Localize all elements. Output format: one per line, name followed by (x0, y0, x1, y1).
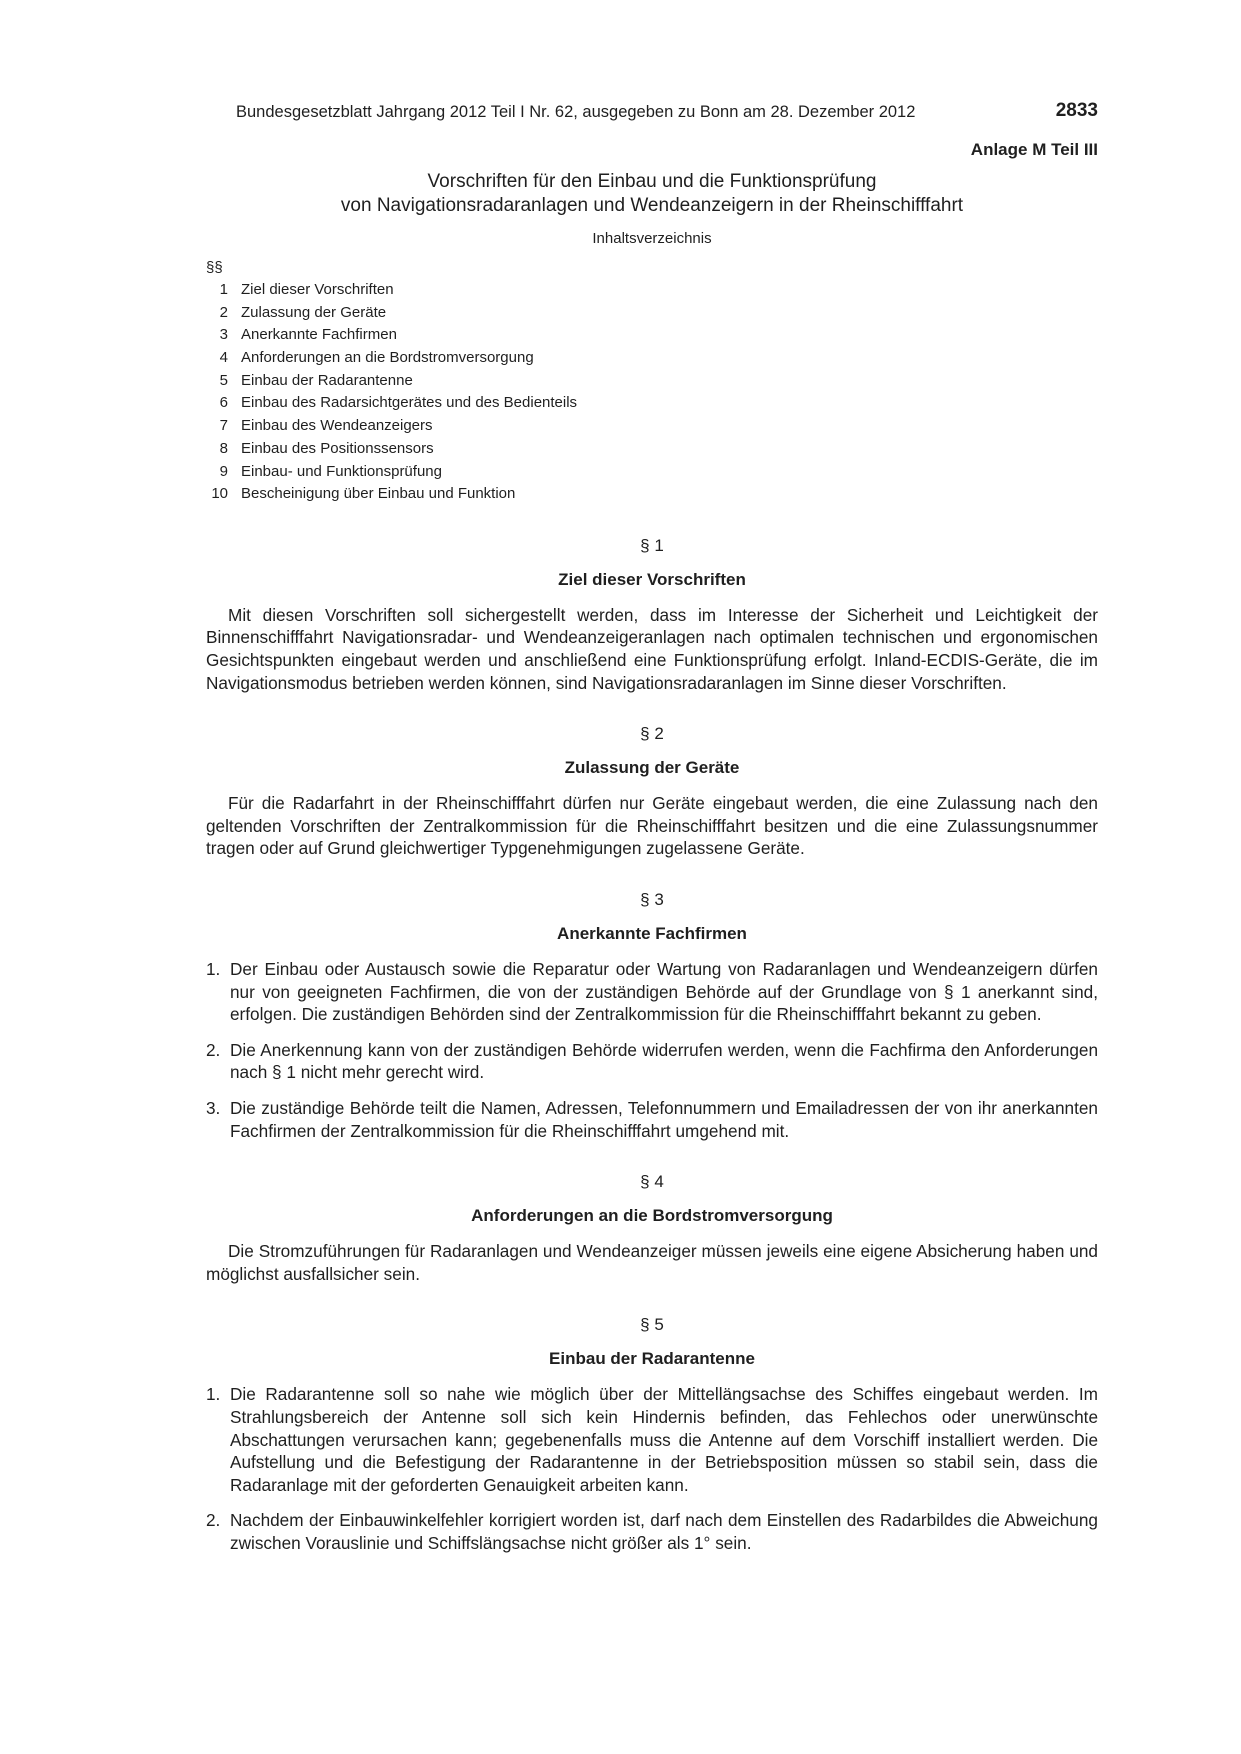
toc-item (206, 279, 1098, 302)
toc-item (206, 392, 1098, 415)
list-item (206, 1509, 1098, 1554)
section-text: Die Stromzuführungen für Radaranlagen und Wendeanzeiger müssen jeweils eine eigene Absicherung haben und möglichst ausfallsicher sein. (206, 1241, 1098, 1284)
toc-symbol: §§ (206, 259, 223, 276)
toc-item-number: 3 (219, 326, 228, 344)
toc-item-label: Zulassung der Geräte (241, 303, 387, 321)
toc-heading: Inhaltsverzeichnis (592, 230, 712, 247)
section-number: § 1 (640, 535, 664, 555)
section (206, 1172, 1098, 1285)
document-page (206, 94, 1098, 1568)
list-item-text: Die zuständige Behörde teilt die Namen, Adressen, Telefonnummern und Emailadressen der von ihr anerkannten Fachfirmen der Zentralkommission für die Rheinschifffahrt umgehend mit. (230, 1098, 1098, 1141)
section (206, 890, 1098, 1142)
list-item-number: 3. (206, 1098, 221, 1118)
toc-item-number: 2 (219, 303, 228, 321)
list-item-number: 2. (206, 1039, 221, 1060)
annex-label: Anlage M Teil III (970, 140, 1098, 159)
document-title (206, 170, 1098, 218)
section-title: Ziel dieser Vorschriften (558, 569, 746, 589)
toc-item-number: 10 (211, 485, 228, 503)
list-item (206, 958, 1098, 1026)
section (206, 1315, 1098, 1554)
section-number: § 3 (640, 890, 664, 910)
list-item (206, 1383, 1098, 1496)
section-title: Einbau der Radarantenne (549, 1349, 755, 1369)
toc-item (206, 415, 1098, 438)
toc-item (206, 302, 1098, 325)
page-number: 2833 (1055, 100, 1098, 121)
toc-item (206, 438, 1098, 461)
list-item-text: Die Anerkennung kann von der zuständigen Behörde widerrufen werden, wenn die Fachfirma den Anforderungen nach § 1 nicht mehr gerecht wird. (230, 1039, 1098, 1083)
toc-item-number: 6 (219, 394, 228, 412)
toc-item-number: 7 (219, 417, 228, 435)
toc-item-label: Einbau des Wendeanzeigers (241, 417, 433, 435)
toc-item-label: Einbau- und Funktionsprüfung (241, 462, 442, 480)
toc-item-label: Ziel dieser Vorschriften (241, 281, 394, 298)
list-item-number: 1. (206, 959, 221, 980)
numbered-list (206, 958, 1098, 1142)
document-title-line-2: von Navigationsradaranlagen und Wendeanzeigern in der Rheinschifffahrt (340, 195, 964, 216)
list-item (206, 1039, 1098, 1084)
section-title: Zulassung der Geräte (564, 758, 740, 778)
list-item-text: Die Radarantenne soll so nahe wie möglich über der Mittellängsachse des Schiffes eingebaut werden. Im Strahlungsbereich der Antenne soll sich kein Hindernis befinden, das Fehlechos oder unerwünschte Abschattungen verursachen kann; gegebenenfalls muss die Antenne auf dem Vorschiff installiert werden. Die Aufstellung und die Befestigung der Radarantenne in der Betriebsposition müssen so stabil sein, dass die Radaranlage mit der geforderten Genauigkeit arbeiten kann. (230, 1384, 1098, 1495)
toc-item-number: 8 (219, 439, 228, 457)
section-number: § 4 (640, 1172, 664, 1192)
section-number: § 5 (640, 1315, 664, 1335)
list-item-number: 1. (206, 1384, 221, 1405)
toc-item-label: Einbau des Radarsichtgerätes und des Bedienteils (241, 394, 578, 412)
numbered-list (206, 1383, 1098, 1554)
toc-item-number: 4 (219, 349, 228, 367)
toc-item-label: Einbau der Radarantenne (241, 371, 413, 389)
list-item-text: Nachdem der Einbauwinkelfehler korrigiert worden ist, darf nach dem Einstellen des Radarbildes die Abweichung zwischen Vorauslinie und Schiffslängsachse nicht größer als 1° sein. (230, 1510, 1098, 1553)
toc-item (206, 324, 1098, 347)
list-item-number: 2. (206, 1510, 221, 1531)
section-number: § 2 (640, 724, 664, 744)
toc-item (206, 370, 1098, 393)
section-title: Anforderungen an die Bordstromversorgung (471, 1206, 833, 1226)
section-text: Für die Radarfahrt in der Rheinschifffahrt dürfen nur Geräte eingebaut werden, die eine Zulassung nach den geltenden Vorschriften der Zentralkommission für die Rheinschifffahrt besitzen und die eine Zulassungsnummer tragen oder auf Grund gleichwertiger Typgenehmigungen zugelassene Geräte. (206, 793, 1098, 859)
sections (206, 536, 1098, 1555)
toc-item-label: Bescheinigung über Einbau und Funktion (241, 485, 516, 503)
table-of-contents (206, 257, 1098, 506)
section (206, 536, 1098, 694)
toc-item-number: 9 (219, 462, 228, 480)
toc-item-number: 1 (219, 281, 228, 298)
toc-item-label: Anerkannte Fachfirmen (241, 326, 397, 344)
toc-item-number: 5 (219, 371, 228, 389)
list-item (206, 1097, 1098, 1142)
toc-item-label: Anforderungen an die Bordstromversorgung (241, 349, 534, 367)
toc-item-label: Einbau des Positionssensors (241, 439, 434, 457)
page-header (206, 94, 1098, 122)
toc-item (206, 461, 1098, 484)
list-item-text: Der Einbau oder Austausch sowie die Reparatur oder Wartung von Radaranlagen und Wendeanzeigern dürfen nur von geeigneten Fachfirmen, die von der zuständigen Behörde auf der Grundlage von § 1 anerkannt sind, erfolgen. Die zuständigen Behörden sind der Zentralkommission für die Rheinschifffahrt bekannt zu geben. (230, 959, 1098, 1025)
document-title-line-1: Vorschriften für den Einbau und die Funktionsprüfung (427, 171, 877, 192)
section-title: Anerkannte Fachfirmen (557, 924, 747, 944)
section (206, 724, 1098, 860)
toc-item (206, 347, 1098, 370)
toc-item (206, 483, 1098, 506)
running-title: Bundesgesetzblatt Jahrgang 2012 Teil I Nr. 62, ausgegeben zu Bonn am 28. Dezember 2012 (236, 103, 916, 121)
section-text: Mit diesen Vorschriften soll sichergestellt werden, dass im Interesse der Sicherheit und Leichtigkeit der Binnenschifffahrt Navigationsradar- und Wendeanzeigeranlagen nach optimalen technischen und ergonomischen Gesichtspunkten eingebaut werden und anschließend eine Funktionsprüfung erfolgt. Inland-ECDIS-Geräte, die im Navigationsmodus betrieben werden können, sind Navigationsradaranlagen im Sinne dieser Vorschriften. (206, 604, 1098, 693)
